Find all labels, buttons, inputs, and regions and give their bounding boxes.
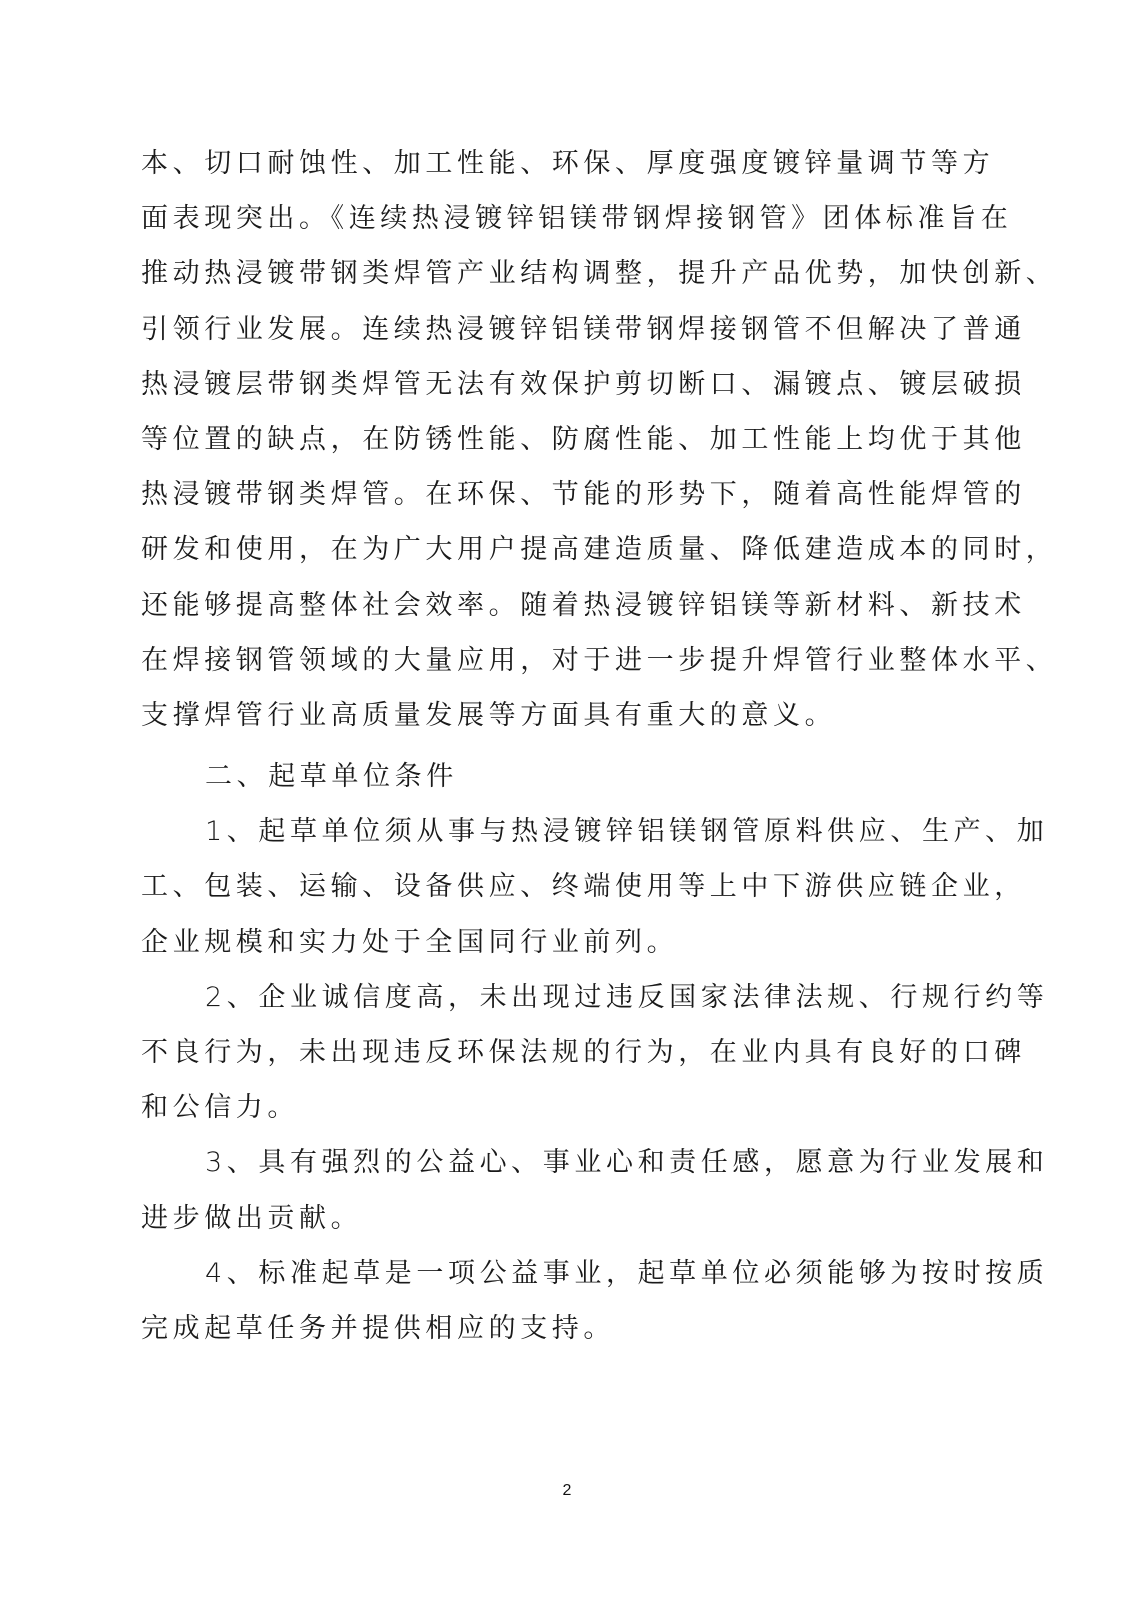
text-line: 4、标准起草是一项公益事业，起草单位必须能够为按时按质 (205, 1257, 1049, 1289)
page-number: 2 (562, 1482, 572, 1499)
text-line: 引领行业发展。连续热浸镀锌铝镁带钢焊接钢管不但解决了普通 (141, 313, 1026, 345)
text-line: 工、包装、运输、设备供应、终端使用等上中下游供应链企业， (141, 871, 1026, 903)
text-line: 1、起草单位须从事与热浸镀锌铝镁钢管原料供应、生产、加 (205, 816, 1049, 848)
text-line: 支撑焊管行业高质量发展等方面具有重大的意义。 (141, 699, 837, 731)
condition-item-2 (141, 970, 1049, 1136)
condition-item-3 (141, 1135, 1049, 1245)
text-line: 面表现突出。《连续热浸镀锌铝镁带钢焊接钢管》团体标准旨在 (141, 203, 1013, 235)
document-body (141, 136, 1058, 1356)
text-line: 热浸镀带钢类焊管。在环保、节能的形势下，随着高性能焊管的 (141, 479, 1026, 511)
text-line: 进步做出贡献。 (141, 1202, 363, 1234)
text-line: 本、切口耐蚀性、加工性能、环保、厚度强度镀锌量调节等方 (141, 148, 995, 179)
text-line: 3、具有强烈的公益心、事业心和责任感，愿意为行业发展和 (205, 1147, 1049, 1179)
condition-item-4 (141, 1246, 1049, 1356)
text-line: 企业规模和实力处于全国同行业前列。 (141, 926, 679, 958)
text-line: 不良行为，未出现违反环保法规的行为，在业内具有良好的口碑 (141, 1037, 1026, 1068)
text-line: 和公信力。 (141, 1092, 299, 1124)
text-line: 在焊接钢管领域的大量应用，对于进一步提升焊管行业整体水平、 (141, 644, 1058, 676)
text-line: 2、企业诚信度高，未出现过违反国家法律法规、行规行约等 (205, 981, 1049, 1013)
text-line: 等位置的缺点，在防锈性能、防腐性能、加工性能上均优于其他 (141, 423, 1026, 455)
condition-item-1 (141, 804, 1049, 970)
section-heading: 二、起草单位条件 (205, 761, 458, 793)
paragraph-intro-continued (141, 136, 1058, 743)
text-line: 热浸镀层带钢类焊管无法有效保护剪切断口、漏镀点、镀层破损 (141, 368, 1026, 400)
text-line: 还能够提高整体社会效率。随着热浸镀锌铝镁等新材料、新技术 (141, 589, 1026, 621)
text-line: 完成起草任务并提供相应的支持。 (141, 1312, 615, 1344)
text-line: 推动热浸镀带钢类焊管产业结构调整，提升产品优势，加快创新、 (141, 258, 1058, 290)
text-line: 研发和使用，在为广大用户提高建造质量、降低建造成本的同时， (141, 534, 1058, 566)
